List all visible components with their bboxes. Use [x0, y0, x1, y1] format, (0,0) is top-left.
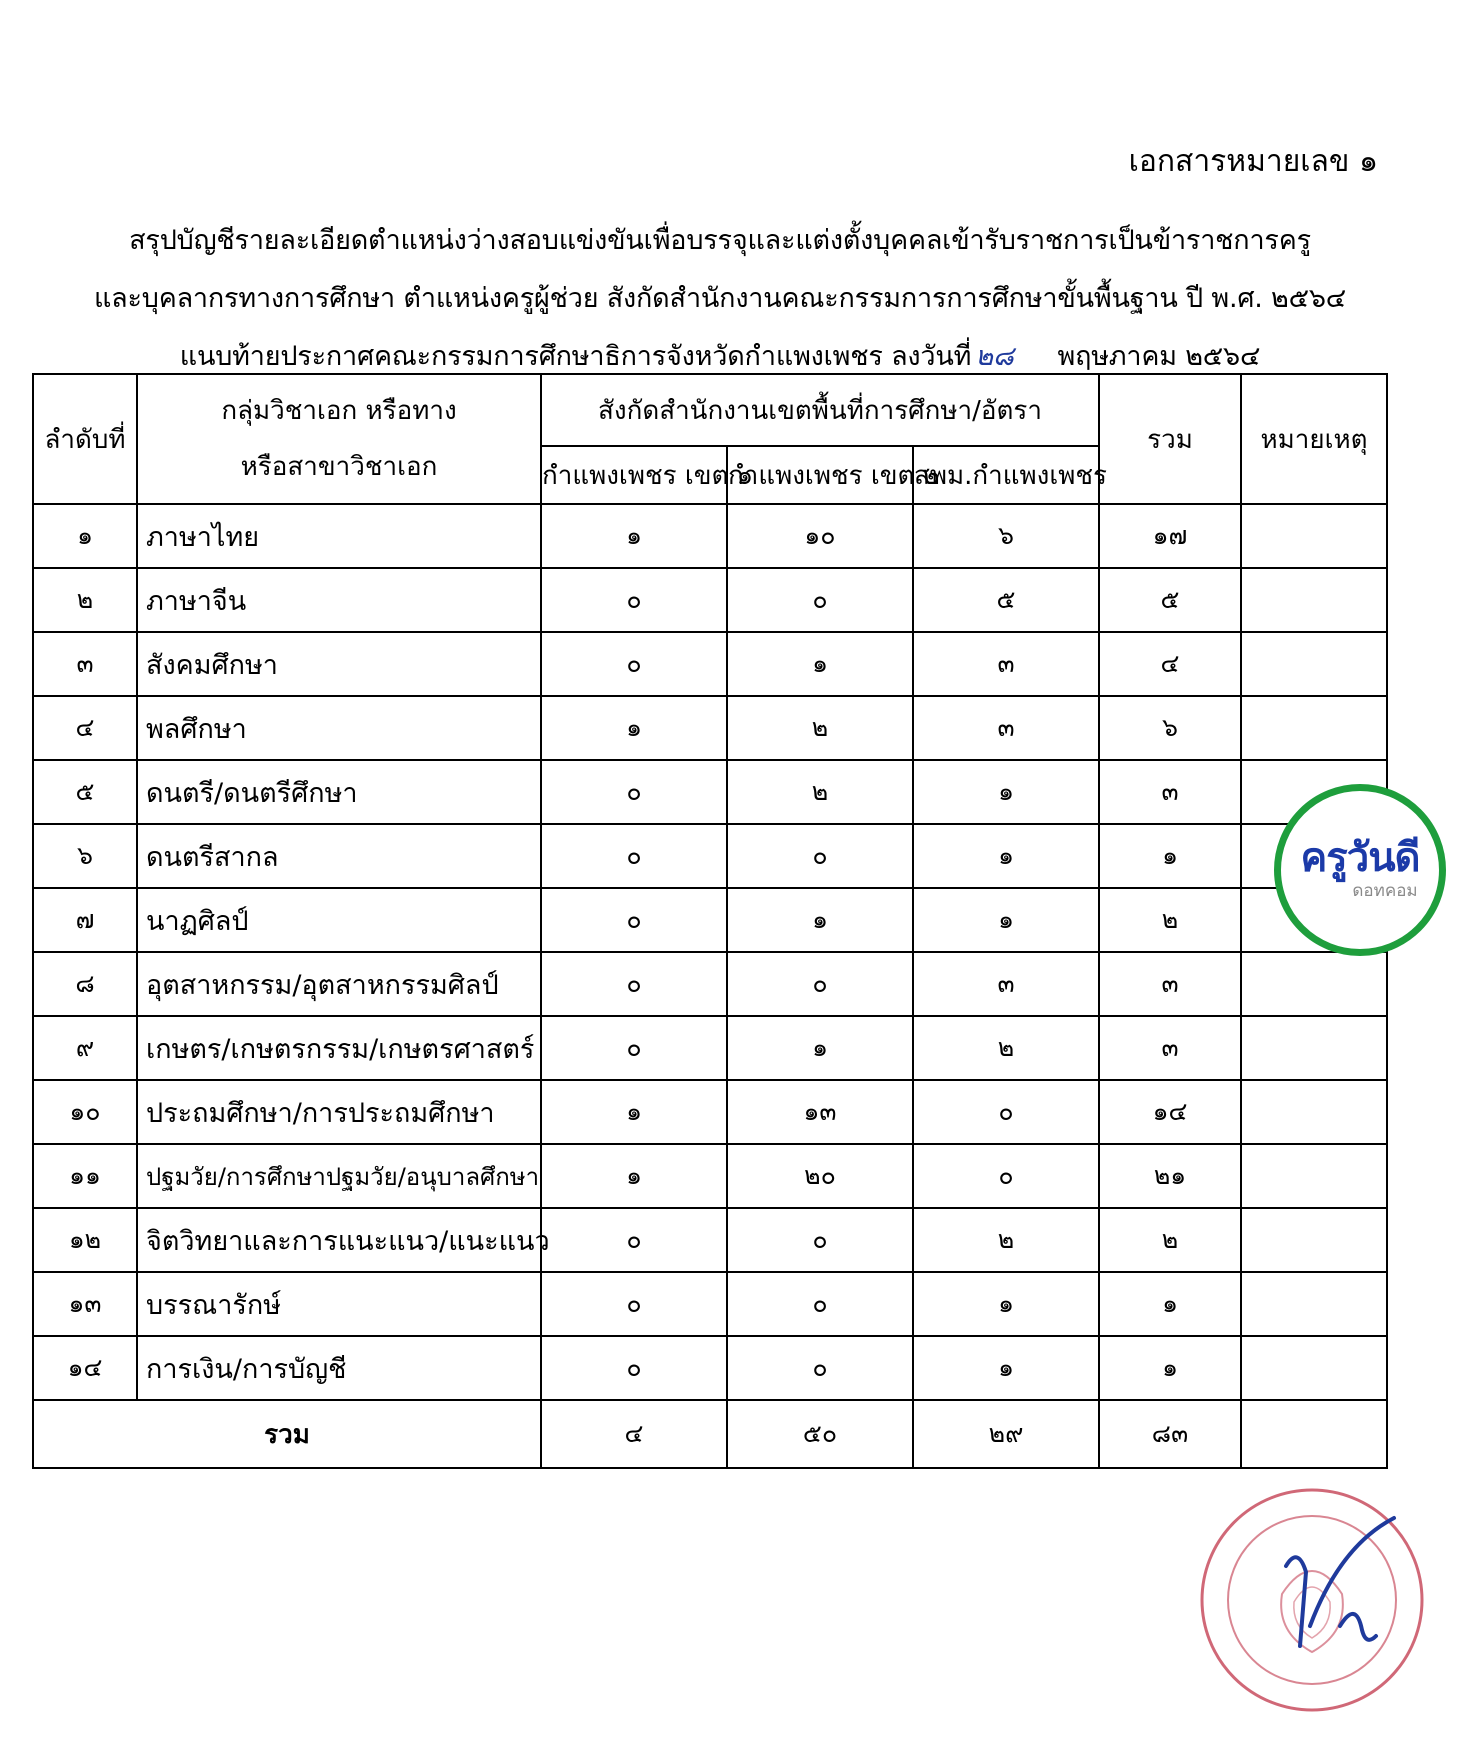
- header-order: ลำดับที่: [33, 374, 137, 504]
- row-number: ๑๒: [33, 1208, 137, 1272]
- row-subject: ภาษาไทย: [137, 504, 541, 568]
- official-seal-and-signature: [1190, 1476, 1430, 1716]
- row-total: ๓: [1099, 1016, 1241, 1080]
- row-area-3: ๐: [913, 1144, 1099, 1208]
- row-subject: พลศึกษา: [137, 696, 541, 760]
- row-area-2: ๐: [727, 1272, 913, 1336]
- row-area-2: ๐: [727, 1336, 913, 1400]
- header-area-2: กำแพงเพชร เขต ๒: [727, 446, 913, 504]
- total-area-2: ๕๐: [727, 1400, 913, 1468]
- table-total-row: [33, 1400, 1387, 1468]
- watermark-main-text: ครูวันดี: [1300, 835, 1420, 881]
- row-area-1: ๑: [541, 696, 727, 760]
- row-area-3: ๑: [913, 1272, 1099, 1336]
- header-remark: หมายเหตุ: [1241, 374, 1387, 504]
- row-area-1: ๐: [541, 1208, 727, 1272]
- row-total: ๑: [1099, 824, 1241, 888]
- row-area-1: ๐: [541, 632, 727, 696]
- row-area-3: ๓: [913, 952, 1099, 1016]
- header-area-3: สพม.กำแพงเพชร: [913, 446, 1099, 504]
- row-area-2: ๑: [727, 1016, 913, 1080]
- header-subject-line-1: กลุ่มวิชาเอก หรือทาง: [221, 396, 457, 426]
- row-number: ๑๐: [33, 1080, 137, 1144]
- row-number: ๑๑: [33, 1144, 137, 1208]
- row-number: ๗: [33, 888, 137, 952]
- heading-line-3-prefix: แนบท้ายประกาศคณะกรรมการศึกษาธิการจังหวัดกำแพงเพชร ลงวันที่: [179, 341, 972, 372]
- table-row: [33, 1208, 1387, 1272]
- row-area-3: ๒: [913, 1016, 1099, 1080]
- row-area-2: ๑๓: [727, 1080, 913, 1144]
- table-row: [33, 1080, 1387, 1144]
- row-area-3: ๓: [913, 696, 1099, 760]
- row-subject: ดนตรี/ดนตรีศึกษา: [137, 760, 541, 824]
- row-number: ๑๔: [33, 1336, 137, 1400]
- document-number: เอกสารหมายเลข ๑: [1128, 144, 1378, 179]
- heading-line-2: และบุคลากรทางการศึกษา ตำแหน่งครูผู้ช่วย สังกัดสำนักงานคณะกรรมการการศึกษาขั้นพื้นฐาน ปี พ.ศ. ๒๕๖๔: [93, 283, 1347, 314]
- row-area-3: ๐: [913, 1080, 1099, 1144]
- vacancy-table: [32, 373, 1388, 1469]
- row-area-3: ๑: [913, 824, 1099, 888]
- row-area-1: ๐: [541, 568, 727, 632]
- row-number: ๙: [33, 1016, 137, 1080]
- header-total: รวม: [1099, 374, 1241, 504]
- row-total: ๒: [1099, 1208, 1241, 1272]
- row-area-3: ๑: [913, 1336, 1099, 1400]
- document-heading: [30, 212, 1410, 386]
- row-area-1: ๑: [541, 1080, 727, 1144]
- row-area-1: ๐: [541, 760, 727, 824]
- row-total: ๓: [1099, 760, 1241, 824]
- row-subject: อุตสาหกรรม/อุตสาหกรรมศิลป์: [137, 952, 541, 1016]
- row-remark: [1241, 1336, 1387, 1400]
- table-row: [33, 1144, 1387, 1208]
- total-label: รวม: [33, 1400, 541, 1468]
- row-total: ๕: [1099, 568, 1241, 632]
- row-area-2: ๒: [727, 696, 913, 760]
- row-remark: [1241, 568, 1387, 632]
- handwritten-day: ๒๘: [975, 341, 1014, 372]
- table-row: [33, 1336, 1387, 1400]
- row-total: ๑: [1099, 1272, 1241, 1336]
- row-subject: ภาษาจีน: [137, 568, 541, 632]
- row-remark: [1241, 1272, 1387, 1336]
- row-area-2: ๐: [727, 952, 913, 1016]
- table-row: [33, 696, 1387, 760]
- row-area-3: ๒: [913, 1208, 1099, 1272]
- row-subject: จิตวิทยาและการแนะแนว/แนะแนว: [137, 1208, 541, 1272]
- row-number: ๑๓: [33, 1272, 137, 1336]
- row-subject: บรรณารักษ์: [137, 1272, 541, 1336]
- row-total: ๒๑: [1099, 1144, 1241, 1208]
- table-row: [33, 824, 1387, 888]
- row-total: ๑: [1099, 1336, 1241, 1400]
- row-area-1: ๐: [541, 1016, 727, 1080]
- row-number: ๒: [33, 568, 137, 632]
- row-area-1: ๑: [541, 1144, 727, 1208]
- header-subject: [137, 374, 541, 504]
- total-area-1: ๔: [541, 1400, 727, 1468]
- row-remark: [1241, 952, 1387, 1016]
- heading-line-1: สรุปบัญชีรายละเอียดตำแหน่งว่างสอบแข่งขันเพื่อบรรจุและแต่งตั้งบุคคลเข้ารับราชการเป็นข้าราชการครู: [129, 225, 1311, 256]
- row-subject: ประถมศึกษา/การประถมศึกษา: [137, 1080, 541, 1144]
- table-row: [33, 504, 1387, 568]
- table-row: [33, 632, 1387, 696]
- row-area-2: ๐: [727, 824, 913, 888]
- table-header-row: [33, 374, 1387, 446]
- row-area-1: ๐: [541, 1336, 727, 1400]
- row-area-2: ๑: [727, 632, 913, 696]
- row-area-1: ๐: [541, 824, 727, 888]
- row-remark: [1241, 1016, 1387, 1080]
- row-area-2: ๐: [727, 568, 913, 632]
- row-total: ๒: [1099, 888, 1241, 952]
- watermark-logo: [1274, 784, 1446, 956]
- row-area-2: ๑: [727, 888, 913, 952]
- seal-inner-ring: [1228, 1516, 1396, 1684]
- row-area-2: ๐: [727, 1208, 913, 1272]
- table-row: [33, 952, 1387, 1016]
- table-row: [33, 760, 1387, 824]
- watermark-sub-text: ดอทคอม: [1352, 881, 1418, 901]
- row-number: ๘: [33, 952, 137, 1016]
- row-remark: [1241, 1144, 1387, 1208]
- total-remark: [1241, 1400, 1387, 1468]
- row-number: ๑: [33, 504, 137, 568]
- row-subject: นาฏศิลป์: [137, 888, 541, 952]
- row-subject: สังคมศึกษา: [137, 632, 541, 696]
- row-remark: [1241, 1208, 1387, 1272]
- row-area-3: ๑: [913, 760, 1099, 824]
- row-area-2: ๒: [727, 760, 913, 824]
- row-area-1: ๐: [541, 888, 727, 952]
- row-number: ๖: [33, 824, 137, 888]
- seal-emblem: [1281, 1571, 1343, 1652]
- row-area-3: ๓: [913, 632, 1099, 696]
- signature-stroke: [1286, 1518, 1394, 1646]
- header-subject-line-2: หรือสาขาวิชาเอก: [240, 452, 438, 482]
- grand-total: ๘๓: [1099, 1400, 1241, 1468]
- row-subject: เกษตร/เกษตรกรรม/เกษตรศาสตร์: [137, 1016, 541, 1080]
- row-area-3: ๑: [913, 888, 1099, 952]
- row-area-3: ๕: [913, 568, 1099, 632]
- total-area-3: ๒๙: [913, 1400, 1099, 1468]
- row-number: ๕: [33, 760, 137, 824]
- row-remark: [1241, 1080, 1387, 1144]
- row-total: ๑๗: [1099, 504, 1241, 568]
- table-row: [33, 1016, 1387, 1080]
- row-area-1: ๑: [541, 504, 727, 568]
- row-remark: [1241, 504, 1387, 568]
- row-subject: การเงิน/การบัญชี: [137, 1336, 541, 1400]
- row-total: ๓: [1099, 952, 1241, 1016]
- heading-month-year: พฤษภาคม ๒๕๖๔: [1057, 341, 1261, 372]
- row-area-2: ๒๐: [727, 1144, 913, 1208]
- row-total: ๔: [1099, 632, 1241, 696]
- row-area-1: ๐: [541, 952, 727, 1016]
- row-area-3: ๖: [913, 504, 1099, 568]
- table-row: [33, 568, 1387, 632]
- row-remark: [1241, 696, 1387, 760]
- table-row: [33, 1272, 1387, 1336]
- row-number: ๓: [33, 632, 137, 696]
- table-row: [33, 888, 1387, 952]
- header-area-1: กำแพงเพชร เขต ๑: [541, 446, 727, 504]
- row-area-1: ๐: [541, 1272, 727, 1336]
- row-remark: [1241, 632, 1387, 696]
- row-area-2: ๑๐: [727, 504, 913, 568]
- row-subject: ดนตรีสากล: [137, 824, 541, 888]
- row-total: ๖: [1099, 696, 1241, 760]
- header-area-group: สังกัดสำนักงานเขตพื้นที่การศึกษา/อัตรา: [541, 374, 1099, 446]
- row-total: ๑๔: [1099, 1080, 1241, 1144]
- row-number: ๔: [33, 696, 137, 760]
- row-subject: ปฐมวัย/การศึกษาปฐมวัย/อนุบาลศึกษา: [137, 1144, 541, 1208]
